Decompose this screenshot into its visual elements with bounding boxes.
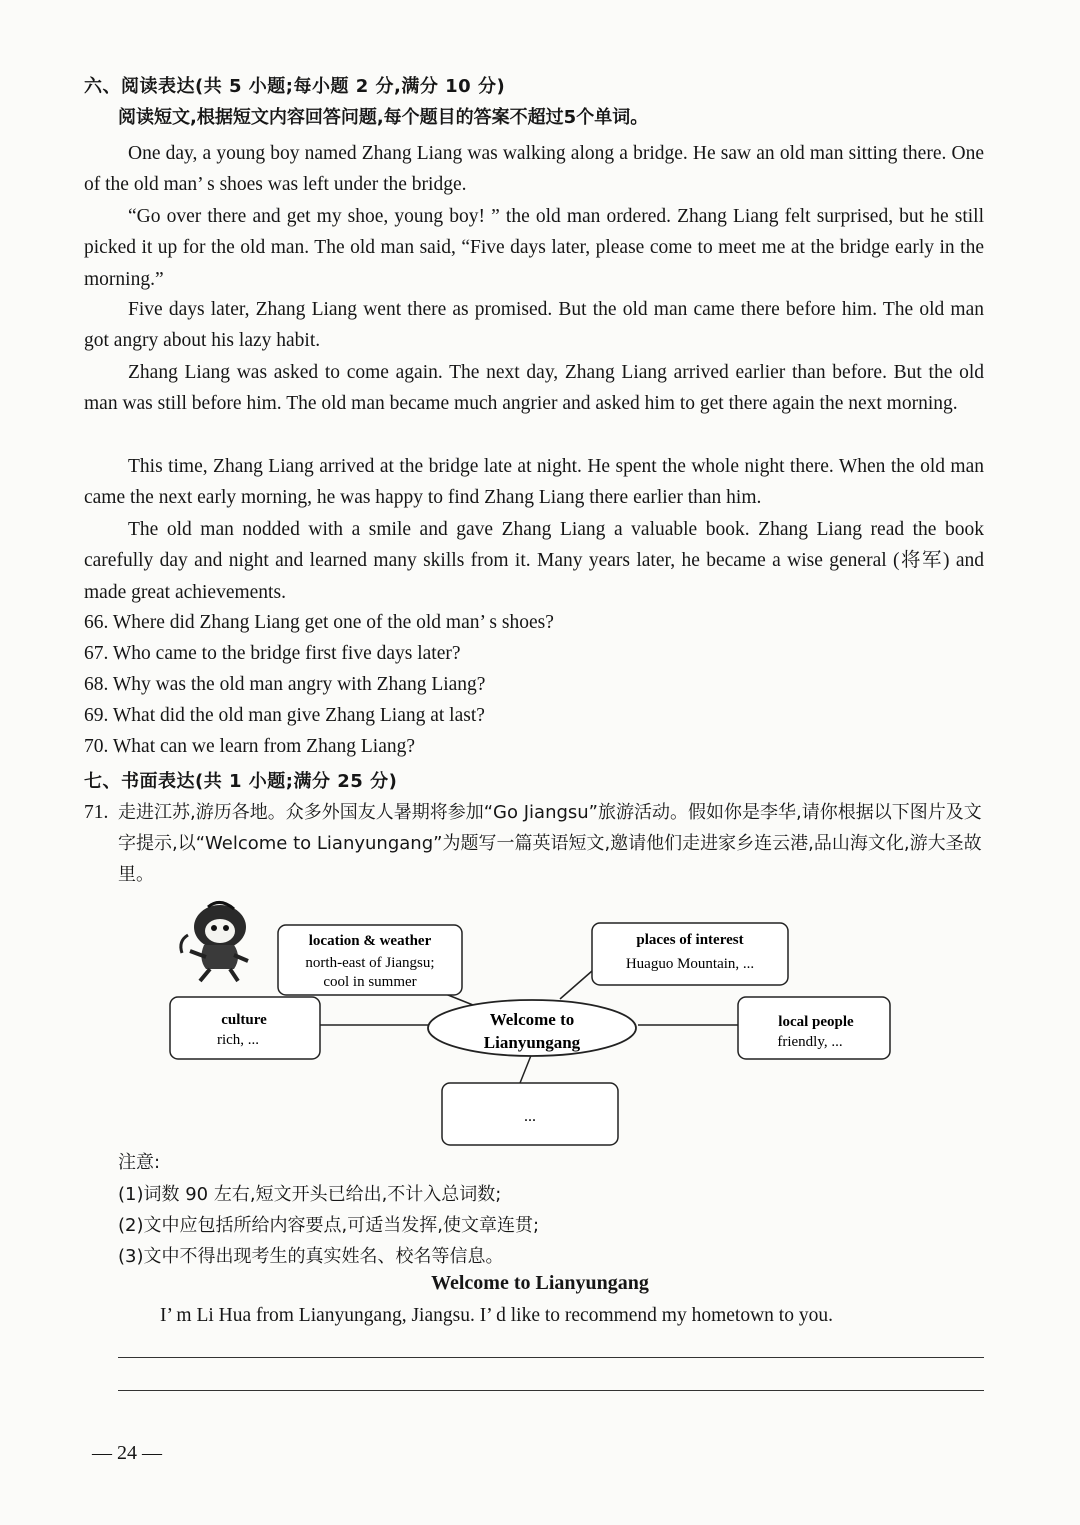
center-line-2: Lianyungang <box>483 1033 581 1052</box>
monkey-mascot-icon <box>181 902 248 981</box>
location-title: location & weather <box>308 933 432 949</box>
passage-paragraph-6: The old man nodded with a smile and gave Zhang Liang a valuable book. Zhang Liang read the book carefully day and night and learned many skills from it. Many years later, he became a wise general (将军) and made great achievements. <box>84 519 984 603</box>
answer-line <box>118 1390 984 1391</box>
mind-map <box>160 895 920 1157</box>
passage-paragraph-2: “Go over there and get my shoe, young boy! ” the old man ordered. Zhang Liang felt surprised, but he still picked it up for the old man. The old man said, “Five days later, please come to meet me at the bridge early in the morning.” <box>84 206 984 290</box>
culture-box <box>170 997 320 1059</box>
task-prompt: 走进江苏,游历各地。众多外国友人暑期将参加“Go Jiangsu”旅游活动。假如你是李华,请你根据以下图片及文字提示,以“Welcome to Lianyungang”为题写一篇英语短文,邀请他们走进家乡连云港,品山海文化,游大圣故里。 <box>118 802 982 885</box>
section7-heading: 七、书面表达(共 1 小题;满分 25 分) <box>84 771 398 792</box>
task-number: 71. <box>84 802 109 823</box>
location-line-2: cool in summer <box>323 974 417 990</box>
people-text: friendly, ... <box>777 1034 843 1050</box>
culture-title: culture <box>221 1012 267 1028</box>
note-1: (1)词数 90 左右,短文开头已给出,不计入总词数; <box>118 1184 502 1205</box>
question-69: 69. What did the old man give Zhang Liang at last? <box>84 705 485 726</box>
essay-title: Welcome to Lianyungang <box>431 1272 649 1294</box>
places-title: places of interest <box>636 932 744 948</box>
question-68: 68. Why was the old man angry with Zhang Liang? <box>84 674 486 695</box>
note-3: (3)文中不得出现考生的真实姓名、校名等信息。 <box>118 1246 504 1267</box>
passage-paragraph-4: Zhang Liang was asked to come again. The next day, Zhang Liang arrived earlier than before. But the old man was still before him. The old man became much angrier and asked him to get there again the next morning. <box>84 362 984 415</box>
places-of-interest-box <box>592 923 788 985</box>
places-text: Huaguo Mountain, ... <box>625 956 755 972</box>
notes-title: 注意: <box>118 1152 161 1173</box>
local-people-box <box>738 997 890 1059</box>
people-title: local people <box>778 1014 854 1030</box>
question-70: 70. What can we learn from Zhang Liang? <box>84 736 416 757</box>
essay-opening: I’ m Li Hua from Lianyungang, Jiangsu. I’ d like to recommend my hometown to you. <box>160 1305 833 1326</box>
section6-heading: 六、阅读表达(共 5 小题;每小题 2 分,满分 10 分) <box>84 76 506 97</box>
culture-text: rich, ... <box>216 1032 260 1048</box>
location-weather-box <box>278 925 462 995</box>
question-67: 67. Who came to the bridge first five days later? <box>84 643 461 664</box>
page-number: — 24 — <box>92 1442 162 1464</box>
question-66: 66. Where did Zhang Liang get one of the old man’ s shoes? <box>84 612 554 633</box>
blank-box <box>442 1083 618 1145</box>
center-topic <box>428 1000 636 1056</box>
passage-paragraph-5: This time, Zhang Liang arrived at the bridge late at night. He spent the whole night there. When the old man came the next early morning, he was happy to find Zhang Liang there earlier than him. <box>84 456 984 509</box>
section6-instruction: 阅读短文,根据短文内容回答问题,每个题目的答案不超过5个单词。 <box>118 107 649 128</box>
writing-task <box>84 797 984 892</box>
answer-line <box>118 1357 984 1358</box>
location-line-1: north-east of Jiangsu; <box>305 955 435 971</box>
passage-paragraph-3: Five days later, Zhang Liang went there as promised. But the old man came there before him. The old man got angry about his lazy habit. <box>84 299 984 352</box>
note-2: (2)文中应包括所给内容要点,可适当发挥,使文章连贯; <box>118 1215 540 1236</box>
blank-text: ... <box>524 1108 536 1125</box>
passage-paragraph-1: One day, a young boy named Zhang Liang was walking along a bridge. He saw an old man sitting there. One of the old man’ s shoes was left under the bridge. <box>84 143 984 196</box>
center-line-1: Welcome to <box>489 1010 575 1029</box>
